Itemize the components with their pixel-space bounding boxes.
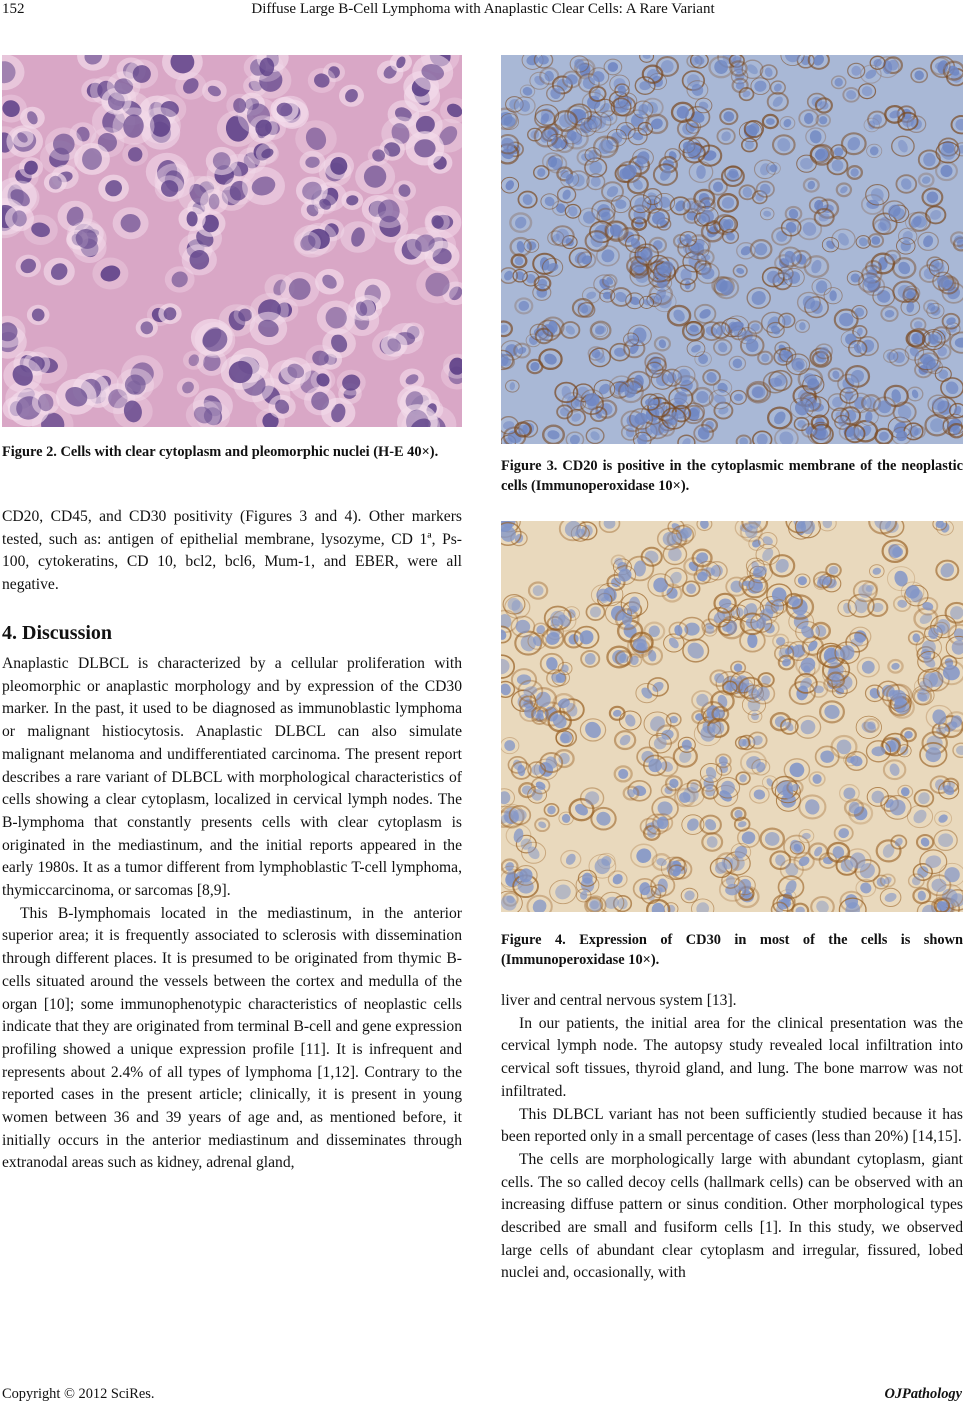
- copyright-notice: Copyright © 2012 SciRes.: [2, 1386, 155, 1402]
- page-header: [0, 0, 966, 22]
- paragraph: CD20, CD45, and CD30 positivity (Figures 3 and 4). Other markers tested, such as: antigen of epithelial membrane, lysozyme, CD 1ª, Ps-100, cytokeratins, CD 10, bcl2, bcl6, Mum-1, and EBER, were all negative.: [2, 508, 462, 594]
- paragraph: In our patients, the initial area for the clinical presentation was the cervical lymph node. The autopsy study revealed local infiltration into cervical soft tissues, thyroid gland, and lung. The bone marrow was not infiltrated.: [501, 1014, 963, 1100]
- section-heading: 4. Discussion: [2, 622, 113, 644]
- paragraph: Anaplastic DLBCL is characterized by a cellular proliferation with pleomorphic or anaplastic morphology and by expression of the CD30 marker. In the past, it used to be diagnosed as immunoblastic lymphoma or malignant histiocytosis. Anaplastic DLBCL can also simulate malignant melanoma and undifferentiated carcinoma. The present report describes a rare variant of DLBCL with morphological characteristics of cells showing a clear cytoplasm, localized in cervical lymph nodes. The B-lymphoma that constantly presents cells with clear cytoplasm is originated in the mediastinum, and the initial reports appeared in the early 1980s. It as a tumor different from lymphoblastic T-cell lymphoma, thymiccarcinoma, or sarcomas [8,9].: [2, 655, 462, 900]
- right-column-text: [501, 990, 963, 1285]
- figure-4-image: [501, 521, 963, 912]
- journal-name: OJPathology: [884, 1386, 962, 1402]
- figure-2-caption: Figure 2. Cells with clear cytoplasm and pleomorphic nuclei (H-E 40×).: [2, 444, 439, 460]
- figure-2-image: [2, 55, 462, 427]
- paragraph: liver and central nervous system [13].: [501, 992, 737, 1009]
- paragraph: This B-lymphomais located in the mediastinum, in the anterior superior area; it is frequently associated to sclerosis with dissemination through different places. It is presumed to be originated from thymic B-cells situated around the vessels between the cortex and medulla of the organ [10]; some immunophenotypic characteristics of neoplastic cells indicate that they are originated from terminal B-cell and gene expression profiling showed a unique expression profile [11]. It is infrequent and represents about 2.4% of all types of lymphoma [1,12]. Contrary to the reported cases in the present article; clinically, it is present in young women between 36 and 39 years of age and, as mentioned before, it initially occurs in the anterior mediastinum and disseminates through extranodal areas such as kidney, adrenal gland,: [2, 904, 462, 1172]
- cell-nucleus: [935, 62, 946, 70]
- figure-4-micrograph: [501, 521, 963, 912]
- figure-3-micrograph: [501, 55, 963, 444]
- figure-3-image: [501, 55, 963, 444]
- figure-2-micrograph: [2, 55, 462, 427]
- figure-4-caption: Figure 4. Expression of CD30 in most of the cells is shown (Immunoperoxidase 10×).: [501, 932, 963, 968]
- left-column-top: [2, 506, 462, 597]
- cell-nucleus: [761, 354, 769, 362]
- figure-3-caption: Figure 3. CD20 is positive in the cytoplasmic membrane of the neoplastic cells (Immunoperoxidase 10×).: [501, 458, 963, 494]
- paragraph: The cells are morphologically large with abundant cytoplasm, giant cells. The so called decoy cells (hallmark cells) can be observed with an increasing diffuse pattern or sinus condition. Other morphological types described are small and fusiform cells [1]. In this study, we observed large cells of abundant clear cytoplasm and irregular, fissured, lobed nuclei and, occasionally, with: [501, 1150, 963, 1282]
- cell-nucleus: [414, 139, 435, 157]
- paragraph: This DLBCL variant has not been sufficiently studied because it has been reported only in a small percentage of cases (less than 20%) [14,15].: [501, 1105, 963, 1146]
- left-column-discussion: [2, 620, 462, 1175]
- page-number: 152: [2, 1, 25, 17]
- running-title: Diffuse Large B-Cell Lymphoma with Anaplastic Clear Cells: A Rare Variant: [251, 1, 715, 17]
- page-footer: [0, 1386, 966, 1408]
